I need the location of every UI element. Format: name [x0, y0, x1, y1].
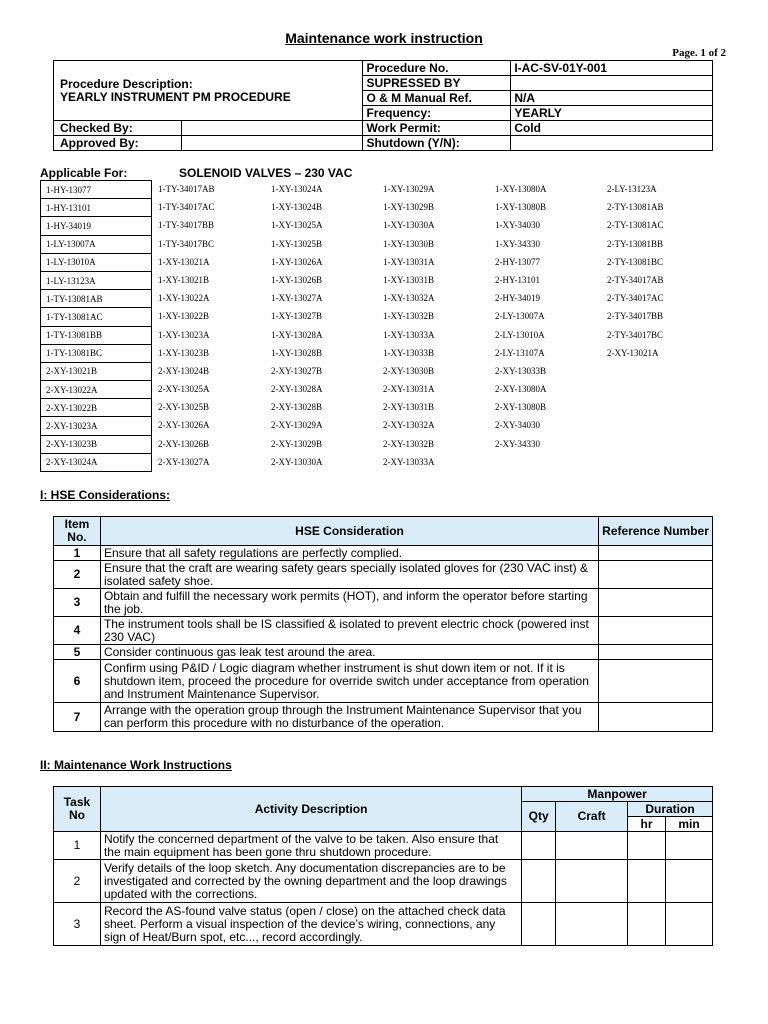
tag-item: 1-HY-13077 [41, 181, 152, 199]
tag-item: 1-TY-13081AB [41, 290, 152, 308]
tag-item: 2-XY-13080B [495, 402, 546, 413]
mwi-activity-text: Verify details of the loop sketch. Any documentation discrepancies are to be investigated and corrected by the owning department and the loop drawings updated with the corrections. [100, 860, 521, 903]
hse-item-no: 6 [54, 660, 101, 703]
tag-row [41, 453, 152, 471]
tag-item: 2-TY-13081BC [607, 256, 663, 267]
tag-item: 2-TY-34017BB [607, 311, 663, 322]
tag-item: 2-XY-13022B [41, 399, 152, 417]
tag-item: 1-TY-13081BB [41, 326, 152, 344]
hse-item-no: 5 [54, 645, 101, 660]
mwi-col-qty: Qty [522, 802, 556, 832]
tag-item: 1-XY-13025A [271, 220, 323, 231]
tag-item: 2-TY-13081AC [607, 220, 664, 231]
tag-item: 2-XY-13024A [41, 453, 152, 471]
hse-item-no: 2 [54, 561, 101, 589]
applicable-label: Applicable For: [40, 166, 128, 180]
mwi-row [54, 903, 713, 946]
tag-item: 1-XY-13028B [271, 347, 322, 358]
tag-item: 1-XY-13024B [271, 202, 322, 213]
tag-item: 2-HY-34019 [495, 293, 540, 304]
tag-row [41, 181, 152, 199]
work-permit-label: Work Permit: [363, 121, 511, 136]
tag-item: 1-HY-13101 [41, 199, 152, 217]
tag-item: 2-TY-34017AC [607, 293, 664, 304]
tag-item: 1-XY-13026A [271, 256, 323, 267]
hse-item-text: Confirm using P&ID / Logic diagram whether instrument is shut down item or not. If it is shutdown item, proceed the procedure for override switch under acceptance from operation and Instrument Maintenance Supervisor. [100, 660, 598, 703]
tag-item: 2-XY-13026A [158, 420, 210, 431]
hse-item-reference [599, 703, 713, 732]
mwi-col-craft: Craft [556, 802, 628, 832]
tag-item: 2-XY-13024B [158, 365, 209, 376]
tag-item: 2-XY-13029A [271, 420, 323, 431]
tag-item: 1-XY-13025B [271, 238, 322, 249]
hse-row [54, 660, 713, 703]
tag-item: 1-XY-13022A [158, 293, 210, 304]
shutdown-label: Shutdown (Y/N): [363, 136, 511, 151]
mwi-hr-cell [628, 903, 666, 946]
tag-item: 1-TY-34017BB [158, 220, 214, 231]
tag-row [41, 435, 152, 453]
mwi-task-no: 3 [54, 903, 101, 946]
frequency-value: YEARLY [511, 106, 713, 121]
tag-item: 2-XY-34030 [495, 420, 540, 431]
hse-item-reference [599, 645, 713, 660]
hse-item-reference [599, 660, 713, 703]
tag-list-column-4 [383, 180, 498, 471]
mwi-activity-text: Notify the concerned department of the valve to be taken. Also ensure that the main equipment has been gone thru shutdown procedure. [100, 832, 521, 860]
hse-item-text: Ensure that the craft are wearing safety gears specially isolated gloves for (230 VAC inst) & isolated safety shoe. [100, 561, 598, 589]
mwi-hr-cell [628, 832, 666, 860]
tag-row [41, 326, 152, 344]
tag-item: 2-XY-13027B [271, 365, 322, 376]
tag-item: 1-TY-34017AB [158, 184, 215, 194]
hse-item-no: 4 [54, 617, 101, 645]
tag-item: 2-XY-13030A [271, 456, 323, 467]
mwi-col-duration: Duration [628, 802, 713, 817]
mwi-min-cell [665, 860, 712, 903]
mwi-task-no: 1 [54, 832, 101, 860]
tag-item: 2-XY-13031A [383, 384, 435, 395]
tag-item: 2-XY-13080A [495, 384, 547, 395]
mwi-craft-cell [556, 903, 628, 946]
tag-row [41, 381, 152, 399]
tag-item: 2-HY-13077 [495, 256, 540, 267]
hse-item-reference [599, 546, 713, 561]
tag-row [41, 271, 152, 289]
tag-item: 1-XY-13023A [158, 329, 210, 340]
mwi-table [53, 786, 713, 946]
tag-item: 1-HY-34019 [41, 217, 152, 235]
tag-item: 1-XY-13029A [383, 184, 435, 194]
tag-item: 2-TY-13081BB [607, 238, 663, 249]
om-manual-value: N/A [511, 91, 713, 106]
tag-item: 1-LY-13123A [41, 271, 152, 289]
tag-row [41, 362, 152, 380]
hse-row [54, 703, 713, 732]
tag-list-column-3 [271, 180, 386, 471]
tag-item: 1-XY-34330 [495, 238, 540, 249]
tag-item: 2-LY-13123A [607, 184, 657, 194]
tag-item: 2-XY-13033B [495, 365, 546, 376]
tag-item: 1-XY-13030A [383, 220, 435, 231]
supressed-by-value [511, 76, 713, 91]
hse-col-reference: Reference Number [599, 517, 713, 546]
hse-item-no: 3 [54, 589, 101, 617]
procedure-description-label: Procedure Description: [60, 76, 193, 91]
tag-item: 2-XY-13032B [383, 438, 434, 449]
tag-item: 2-LY-13007A [495, 311, 545, 322]
hse-table [53, 516, 713, 732]
tag-row [41, 308, 152, 326]
procedure-description-cell [54, 61, 363, 121]
tag-item: 1-XY-13032B [383, 311, 434, 322]
mwi-min-cell [665, 832, 712, 860]
mwi-col-hr: hr [628, 817, 666, 832]
hse-item-text: The instrument tools shall be IS classified & isolated to prevent electric chock (powered inst 230 VAC) [100, 617, 598, 645]
tag-item: 2-XY-13033A [383, 456, 435, 467]
tag-row [41, 417, 152, 435]
tag-item: 2-XY-13032A [383, 420, 435, 431]
hse-item-reference [599, 589, 713, 617]
tag-item: 2-TY-34017AB [607, 274, 664, 285]
mwi-section-title: II: Maintenance Work Instructions [40, 758, 232, 772]
header-table [53, 60, 713, 151]
tag-item: 2-LY-13107A [495, 347, 545, 358]
mwi-col-min: min [665, 817, 712, 832]
hse-row [54, 546, 713, 561]
hse-item-reference [599, 561, 713, 589]
mwi-qty-cell [522, 903, 556, 946]
approved-by-label: Approved By: [54, 136, 182, 151]
tag-item: 1-XY-13032A [383, 293, 435, 304]
tag-item: 1-XY-13080A [495, 184, 547, 194]
document-title: Maintenance work instruction [285, 30, 483, 46]
tag-list-column-1 [40, 180, 152, 472]
tag-item: 2-XY-34330 [495, 438, 540, 449]
tag-item: 2-XY-13021A [607, 347, 659, 358]
hse-item-reference [599, 617, 713, 645]
procedure-no-label: Procedure No. [363, 61, 511, 76]
tag-item: 1-TY-34017AC [158, 202, 215, 213]
tag-item: 2-XY-13026B [158, 438, 209, 449]
frequency-label: Frequency: [363, 106, 511, 121]
shutdown-value [511, 136, 713, 151]
tag-item: 2-XY-13023B [41, 435, 152, 453]
mwi-col-task: Task No [54, 787, 101, 832]
tag-item: 1-XY-13030B [383, 238, 434, 249]
mwi-activity-text: Record the AS-found valve status (open / close) on the attached check data sheet. Perform a visual inspection of the device’s wiring, connections, any sign of Heat/Burn spot, etc..., record accordingly. [100, 903, 521, 946]
tag-item: 1-TY-13081BC [41, 344, 152, 362]
tag-row [41, 217, 152, 235]
tag-item: 2-XY-13028A [271, 384, 323, 395]
tag-row [41, 344, 152, 362]
tag-item: 2-XY-13031B [383, 402, 434, 413]
tag-item: 1-XY-13033A [383, 329, 435, 340]
work-permit-value: Cold [511, 121, 713, 136]
tag-list-column-6 [607, 180, 722, 362]
tag-item: 2-XY-13023A [41, 417, 152, 435]
hse-row [54, 589, 713, 617]
hse-section-title: I: HSE Considerations: [40, 488, 171, 502]
tag-item: 1-XY-34030 [495, 220, 540, 231]
mwi-hr-cell [628, 860, 666, 903]
tag-item: 1-XY-13021A [158, 256, 210, 267]
hse-row [54, 617, 713, 645]
tag-item: 1-XY-13029B [383, 202, 434, 213]
tag-list-column-5 [495, 180, 610, 453]
hse-row [54, 561, 713, 589]
hse-col-item: Item No. [54, 517, 101, 546]
tag-item: 1-XY-13024A [271, 184, 323, 194]
tag-item: 1-XY-13022B [158, 311, 209, 322]
mwi-task-no: 2 [54, 860, 101, 903]
mwi-craft-cell [556, 860, 628, 903]
tag-item: 1-TY-34017BC [158, 238, 214, 249]
tag-item: 1-XY-13023B [158, 347, 209, 358]
tag-item: 2-XY-13030B [383, 365, 434, 376]
approved-by-value [181, 136, 363, 151]
page-number: Page. 1 of 2 [672, 47, 726, 59]
om-manual-label: O & M Manual Ref. [363, 91, 511, 106]
checked-by-value [181, 121, 363, 136]
hse-item-no: 1 [54, 546, 101, 561]
tag-item: 1-XY-13028A [271, 329, 323, 340]
tag-item: 2-LY-13010A [495, 329, 545, 340]
tag-item: 2-XY-13027A [158, 456, 210, 467]
tag-item: 2-XY-13025A [158, 384, 210, 395]
mwi-col-activity: Activity Description [100, 787, 521, 832]
hse-item-no: 7 [54, 703, 101, 732]
mwi-row [54, 832, 713, 860]
tag-item: 2-XY-13029B [271, 438, 322, 449]
mwi-min-cell [665, 903, 712, 946]
tag-row [41, 199, 152, 217]
applicable-title: SOLENOID VALVES – 230 VAC [179, 166, 353, 180]
tag-list-column-2 [158, 180, 273, 471]
mwi-craft-cell [556, 832, 628, 860]
tag-row [41, 290, 152, 308]
mwi-col-manpower: Manpower [522, 787, 713, 802]
procedure-description-value: YEARLY INSTRUMENT PM PROCEDURE [60, 89, 291, 104]
mwi-qty-cell [522, 860, 556, 903]
tag-row [41, 399, 152, 417]
tag-item: 2-TY-13081AB [607, 202, 664, 213]
tag-row [41, 253, 152, 271]
tag-item: 1-LY-13010A [41, 253, 152, 271]
tag-item: 1-XY-13080B [495, 202, 546, 213]
hse-item-text: Arrange with the operation group through the Instrument Maintenance Supervisor that you can perform this procedure with no disturbance of the operation. [100, 703, 598, 732]
tag-item: 2-XY-13022A [41, 381, 152, 399]
tag-item: 1-XY-13033B [383, 347, 434, 358]
hse-row [54, 645, 713, 660]
tag-item: 1-XY-13031B [383, 274, 434, 285]
checked-by-label: Checked By: [54, 121, 182, 136]
tag-row [41, 235, 152, 253]
tag-item: 1-XY-13026B [271, 274, 322, 285]
mwi-row [54, 860, 713, 903]
tag-item: 1-LY-13007A [41, 235, 152, 253]
hse-col-consideration: HSE Consideration [100, 517, 598, 546]
mwi-qty-cell [522, 832, 556, 860]
tag-item: 1-TY-13081AC [41, 308, 152, 326]
tag-item: 2-XY-13025B [158, 402, 209, 413]
procedure-no-value: I-AC-SV-01Y-001 [511, 61, 713, 76]
tag-item: 1-XY-13021B [158, 274, 209, 285]
tag-item: 2-XY-13028B [271, 402, 322, 413]
tag-item: 2-XY-13021B [41, 362, 152, 380]
hse-item-text: Ensure that all safety regulations are perfectly complied. [100, 546, 598, 561]
tag-item: 2-HY-13101 [495, 274, 540, 285]
supressed-by-label: SUPRESSED BY [363, 76, 511, 91]
hse-item-text: Consider continuous gas leak test around the area. [100, 645, 598, 660]
hse-item-text: Obtain and fulfill the necessary work permits (HOT), and inform the operator before starting the job. [100, 589, 598, 617]
tag-item: 2-TY-34017BC [607, 329, 663, 340]
tag-item: 1-XY-13027B [271, 311, 322, 322]
tag-item: 1-XY-13031A [383, 256, 435, 267]
tag-item: 1-XY-13027A [271, 293, 323, 304]
